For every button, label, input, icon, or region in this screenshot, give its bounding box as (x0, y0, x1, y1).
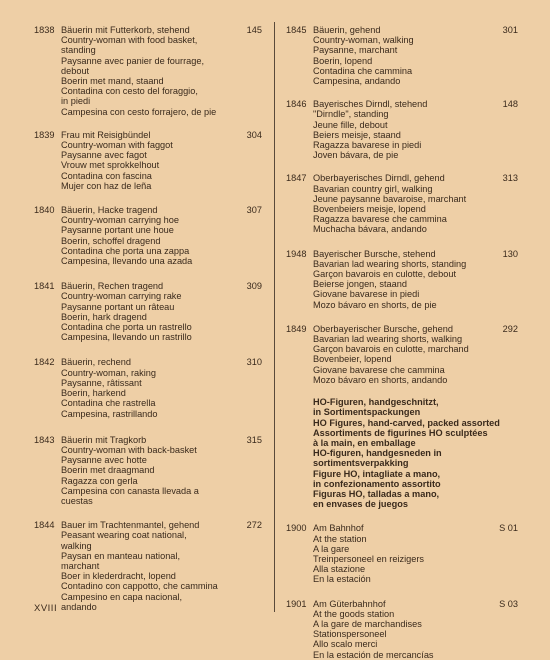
heading-line: Figuras HO, talladas a mano, (313, 488, 440, 499)
entry-line: Country-woman, walking (313, 35, 414, 46)
entry-line: Contadina che cammina (313, 65, 413, 76)
page-number: XVIII (34, 603, 58, 614)
entry-description (61, 520, 232, 612)
entry-description (61, 205, 232, 266)
entry-line: Paysan en manteau national, (61, 550, 181, 561)
entry-line: Contadina che rastrella (61, 398, 156, 409)
entry-line: A la gare (313, 543, 350, 554)
entry-line: Contadina che porta un rastrello (61, 322, 192, 333)
entry-line: Muchacha bávara, andando (313, 224, 427, 235)
entry-line: marchant (61, 560, 100, 571)
entry-code: 301 (502, 25, 518, 35)
heading-line: en envases de juegos (313, 499, 408, 510)
entry-line: "Dirndle", standing (313, 109, 389, 120)
entry-line: Ragazza bavarese che cammina (313, 214, 447, 225)
entry-number: 1839 (34, 129, 55, 140)
catalog-entry (286, 324, 518, 385)
entry-line: A la gare de marchandises (313, 618, 422, 629)
heading-line: HO-figuren, handgesneden in (313, 448, 442, 459)
heading-line: Assortiments de figurines HO sculptées (313, 427, 488, 438)
entry-line: Bayerisches Dirndl, stehend (313, 99, 428, 110)
entry-description (313, 599, 488, 660)
catalog-entry (34, 130, 262, 191)
entry-number: 1901 (286, 598, 307, 609)
heading-line: à la main, en emballage (313, 437, 416, 448)
entry-number: 1840 (34, 205, 55, 216)
entry-code: 307 (246, 205, 262, 216)
entry-line: Ragazza con gerla (61, 475, 138, 486)
heading-line: in Sortimentspackungen (313, 407, 421, 418)
entry-line: Joven bávara, de pie (313, 150, 399, 161)
right-column (286, 25, 518, 660)
entry-line: Bäuerin, rechend (61, 357, 131, 368)
catalog-entry (34, 205, 262, 266)
entry-number: 1838 (34, 25, 55, 35)
entry-line: Bäuerin, Hacke tragend (61, 205, 158, 216)
entry-line: Country-woman with food basket, (61, 35, 198, 46)
entry-line: Paysanne, râtissant (61, 377, 142, 388)
entry-description (313, 249, 488, 310)
heading-line: HO Figures, hand-carved, packed assorted (313, 417, 500, 428)
heading-line: in confezionamento assortito (313, 478, 441, 489)
entry-line: Campesina, llevando un rastrillo (61, 332, 192, 343)
catalog-entry (286, 25, 518, 86)
catalog-entry (286, 99, 518, 160)
entry-line: Am Bahnhof (313, 523, 364, 534)
entry-line: Bauer im Trachtenmantel, gehend (61, 520, 200, 531)
entry-line: Alla stazione (313, 564, 366, 575)
entry-line: Campesina con canasta llevada a (61, 485, 199, 496)
entry-description (61, 25, 232, 117)
entry-line: At the station (313, 533, 367, 544)
entry-line: Garçon bavarois en culotte, debout (313, 269, 457, 280)
entry-line: Am Güterbahnhof (313, 598, 386, 609)
entry-line: Mujer con haz de leña (61, 180, 152, 191)
entry-line: Beierse jongen, staand (313, 279, 407, 290)
entry-line: Ragazza bavarese in piedi (313, 140, 422, 151)
entry-line: Bavarian lad wearing shorts, walking (313, 334, 463, 345)
entry-description (313, 173, 488, 234)
entry-code: 309 (246, 281, 262, 292)
entry-line: Oberbayerisches Dirndl, gehend (313, 173, 445, 184)
entry-code: S 03 (499, 598, 518, 609)
entry-line: in piedi (61, 96, 91, 107)
entry-line: Boerin, harkend (61, 388, 126, 399)
entry-description (313, 99, 488, 160)
entry-number: 1845 (286, 25, 307, 35)
entry-line: walking (61, 540, 92, 551)
entry-code: 313 (502, 173, 518, 184)
entry-line: Bovenbeiers meisje, lopend (313, 204, 426, 215)
catalog-entry (34, 357, 262, 418)
entry-description (313, 523, 488, 584)
entry-line: Contadina che porta una zappa (61, 245, 190, 256)
entry-description (313, 324, 488, 385)
heading-line: HO-Figuren, handgeschnitzt, (313, 397, 439, 408)
entry-line: Country-woman with faggot (61, 140, 173, 151)
entry-code: 292 (502, 323, 518, 334)
entry-line: Paysanne avec fagot (61, 150, 147, 161)
entry-line: Bäuerin mit Tragkorb (61, 434, 147, 445)
entry-line: Campesina con cesto forrajero, de pie (61, 106, 217, 117)
entry-number: 1849 (286, 323, 307, 334)
entry-line: Paysanne, marchant (313, 45, 398, 56)
entry-line: Bäuerin, gehend (313, 25, 381, 35)
entry-line: Bäuerin, Rechen tragend (61, 281, 164, 292)
catalog-entry (286, 173, 518, 234)
entry-number: 1842 (34, 357, 55, 368)
entry-line: Paysanne portant un râteau (61, 301, 175, 312)
entry-line: Paysanne portant une houe (61, 225, 174, 236)
entry-line: Campesino en capa nacional, (61, 591, 183, 602)
entry-line: Boerin met draagmand (61, 465, 155, 476)
entry-description (61, 435, 232, 506)
catalog-entry (34, 281, 262, 342)
entry-code: 315 (246, 434, 262, 445)
entry-line: Jeune fille, debout (313, 119, 388, 130)
entry-line: Paysanne avec hotte (61, 455, 147, 466)
entry-line: Contadina con cesto del foraggio, (61, 86, 198, 97)
entry-line: Bavarian lad wearing shorts, standing (313, 258, 467, 269)
entry-number: 1841 (34, 281, 55, 292)
entry-number: 1948 (286, 248, 307, 259)
entry-line: debout (61, 65, 90, 76)
entry-number: 1846 (286, 99, 307, 110)
entry-number: 1844 (34, 520, 55, 531)
entry-line: Boerin, hark dragend (61, 311, 147, 322)
entry-code: S 01 (499, 523, 518, 534)
entry-number: 1900 (286, 523, 307, 534)
entry-description (313, 25, 488, 86)
entry-code: 272 (246, 520, 262, 531)
entry-line: Allo scalo merci (313, 639, 378, 650)
entry-line: cuestas (61, 495, 93, 506)
entry-line: Bäuerin mit Futterkorb, stehend (61, 25, 190, 35)
entry-description (61, 281, 232, 342)
entry-number: 1847 (286, 173, 307, 184)
entry-line: At the goods station (313, 608, 395, 619)
entry-line: Country-woman, raking (61, 367, 156, 378)
entry-line: standing (61, 45, 96, 56)
entry-line: Bovenbeier, lopend (313, 354, 392, 365)
entry-line: Paysanne avec panier de fourrage, (61, 55, 205, 66)
catalog-entry (286, 599, 518, 660)
entry-line: Mozo bávaro en shorts, andando (313, 374, 448, 385)
entry-code: 130 (502, 248, 518, 259)
entry-line: Boerin, lopend (313, 55, 373, 66)
entry-line: Campesina, andando (313, 76, 401, 87)
entry-number: 1843 (34, 434, 55, 445)
entry-line: Bavarian country girl, walking (313, 183, 433, 194)
entry-line: Giovane bavarese in piedi (313, 289, 420, 300)
entry-line: Peasant wearing coat national, (61, 530, 187, 541)
entry-line: Treinpersoneel en reizigers (313, 553, 424, 564)
entry-line: Stationspersoneel (313, 629, 387, 640)
catalog-entry (34, 520, 262, 612)
entry-line: Vrouw met sprokkelhout (61, 160, 160, 171)
catalog-entry (34, 25, 262, 117)
entry-code: 304 (246, 129, 262, 140)
column-divider (274, 22, 275, 612)
heading-line: Figure HO, intagliate a mano, (313, 468, 441, 479)
section-heading (313, 397, 513, 509)
entry-line: Bayerischer Bursche, stehend (313, 248, 436, 259)
entry-line: Oberbayerischer Bursche, gehend (313, 323, 453, 334)
catalog-entry (286, 249, 518, 310)
entry-line: Boerin met mand, staand (61, 76, 164, 87)
entry-line: En la estación de mercancías (313, 649, 434, 660)
entry-line: Giovane bavarese che cammina (313, 364, 445, 375)
entry-line: En la estación (313, 574, 371, 585)
catalog-entry (34, 435, 262, 506)
entry-line: Contadino con cappotto, che cammina (61, 581, 218, 592)
entry-line: Garçon bavarois en culotte, marchand (313, 344, 469, 355)
entry-line: Country-woman with back-basket (61, 444, 197, 455)
entry-line: Country-woman carrying hoe (61, 215, 179, 226)
catalog-entry (286, 523, 518, 584)
entry-line: andando (61, 601, 97, 612)
entry-line: Frau mit Reisigbündel (61, 129, 151, 140)
entry-code: 148 (502, 99, 518, 110)
entry-line: Country-woman carrying rake (61, 291, 182, 302)
entry-line: Campesina, llevando una azada (61, 256, 193, 267)
entry-line: Boerin, schoffel dragend (61, 235, 161, 246)
entry-line: Jeune paysanne bavaroise, marchant (313, 193, 467, 204)
heading-line: sortimentsverpakking (313, 458, 409, 469)
entry-description (61, 130, 232, 191)
left-column (34, 25, 262, 612)
entry-line: Beiers meisje, staand (313, 129, 401, 140)
entry-line: Campesina, rastrillando (61, 408, 158, 419)
entry-description (61, 357, 232, 418)
entry-line: Mozo bávaro en shorts, de pie (313, 299, 437, 310)
entry-code: 145 (246, 25, 262, 35)
entry-code: 310 (246, 357, 262, 368)
entry-line: Boer in klederdracht, lopend (61, 571, 176, 582)
entry-line: Contadina con fascina (61, 170, 152, 181)
